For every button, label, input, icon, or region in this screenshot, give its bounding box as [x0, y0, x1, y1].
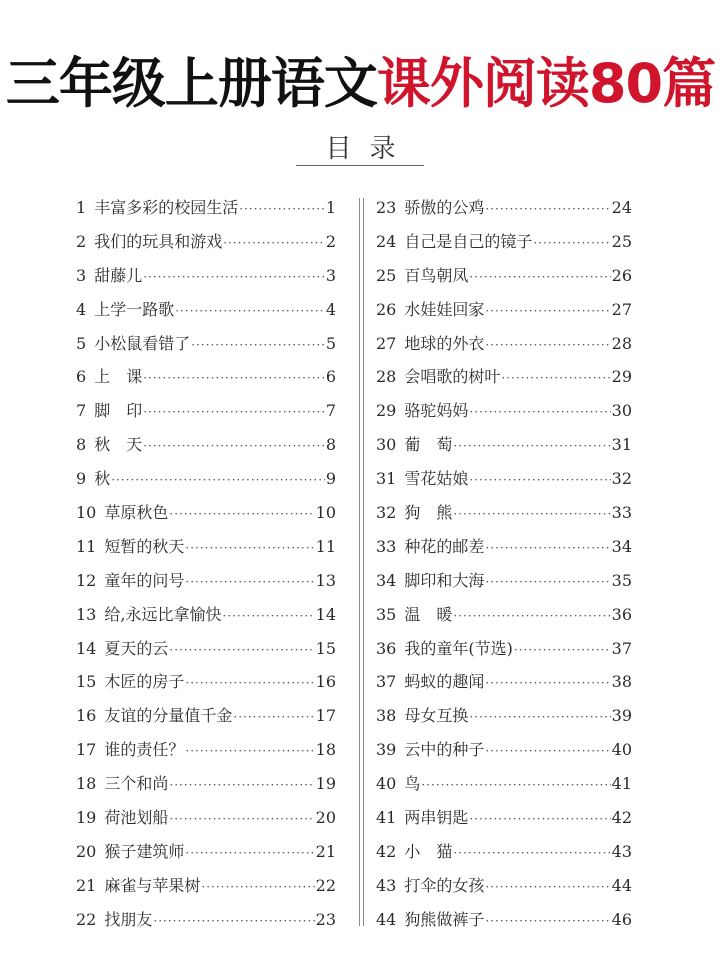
- toc-entry-title: 木匠的房子: [104, 672, 185, 692]
- toc-entry-number: 29: [376, 401, 397, 421]
- toc-entry-title: 我们的玩具和游戏: [94, 231, 223, 251]
- toc-entry-number: 41: [376, 808, 397, 828]
- toc-entry-page: 17: [315, 706, 336, 726]
- toc-entry-number: 30: [376, 435, 397, 455]
- toc-entry-page: 28: [611, 333, 632, 353]
- toc-entry-page: 26: [611, 265, 632, 285]
- toc-entry-title: 云中的种子: [404, 740, 485, 760]
- toc-entry: [76, 869, 336, 903]
- toc-entry-title: 打伞的女孩: [404, 875, 485, 895]
- toc-leader-dots: [143, 362, 325, 396]
- toc-entry-number: 44: [376, 909, 397, 929]
- toc-entry-number: 11: [76, 536, 97, 556]
- toc-entry-title: 百鸟朝凤: [404, 265, 469, 285]
- toc-entry-number: 18: [76, 774, 97, 794]
- toc-entry-title: 麻雀与苹果树: [104, 875, 201, 895]
- toc-entry: [376, 767, 632, 801]
- toc-entry: [376, 394, 632, 428]
- toc-entry-title: 夏天的云: [104, 638, 169, 658]
- toc-entry-title: 小 猫: [404, 841, 453, 861]
- toc-entry-number: 2: [76, 231, 87, 251]
- toc-entry: [76, 293, 336, 327]
- toc-leader-dots: [453, 430, 610, 464]
- column-divider: [359, 198, 364, 926]
- toc-entry: [76, 665, 336, 699]
- toc-leader-dots: [469, 396, 610, 430]
- toc-entry-title: 脚 印: [94, 401, 143, 421]
- toc-leader-dots: [485, 871, 610, 905]
- toc-entry-page: 11: [315, 536, 336, 556]
- toc-entry-title: 猴子建筑师: [104, 841, 185, 861]
- toc-leader-dots: [453, 600, 610, 634]
- toc-entry-title: 水娃娃回家: [404, 299, 485, 319]
- toc-entry: [376, 225, 632, 259]
- toc-entry: [376, 869, 632, 903]
- toc-entry: [76, 225, 336, 259]
- document-title-red: 课外阅读80篇: [376, 52, 716, 115]
- toc-entry-number: 10: [76, 503, 97, 523]
- toc-entry-title: 给,永远比拿愉快: [104, 604, 222, 624]
- toc-heading: 目录: [325, 134, 414, 164]
- toc-column-right: [376, 191, 632, 937]
- toc-entry-title: 秋 天: [94, 435, 143, 455]
- toc-entry-number: 13: [76, 604, 97, 624]
- toc-entry-page: 30: [611, 401, 632, 421]
- toc-entry-number: 12: [76, 570, 97, 590]
- toc-entry-page: 32: [611, 469, 632, 489]
- toc-entry-title: 葡 萄: [404, 435, 453, 455]
- toc-entry-page: 3: [325, 265, 336, 285]
- toc-entry-number: 9: [76, 469, 87, 489]
- toc-leader-dots: [169, 634, 314, 668]
- toc-leader-dots: [223, 227, 325, 261]
- toc-entry-number: 31: [376, 469, 397, 489]
- toc-entry-page: 22: [315, 875, 336, 895]
- toc-entry: [376, 293, 632, 327]
- toc-entry-page: 25: [611, 231, 632, 251]
- toc-entry: [76, 564, 336, 598]
- toc-leader-dots: [485, 735, 610, 769]
- toc-entry-page: 41: [611, 774, 632, 794]
- toc-entry-page: 21: [315, 841, 336, 861]
- toc-leader-dots: [485, 329, 610, 363]
- toc-entry: [376, 699, 632, 733]
- toc-entry: [76, 598, 336, 632]
- toc-entry-page: 29: [611, 367, 632, 387]
- toc-entry-title: 骆驼妈妈: [404, 401, 469, 421]
- toc-leader-dots: [111, 464, 325, 498]
- toc-leader-dots: [153, 905, 314, 939]
- toc-entry-number: 1: [76, 198, 87, 217]
- toc-entry: [376, 191, 632, 225]
- toc-leader-dots: [485, 193, 610, 227]
- toc-entry-title: 草原秋色: [104, 503, 169, 523]
- toc-entry-number: 6: [76, 367, 87, 387]
- toc-entry-title: 狗 熊: [404, 503, 453, 523]
- toc-entry-title: 自己是自己的镜子: [404, 231, 533, 251]
- toc-entry-title: 丰富多彩的校园生活: [94, 198, 239, 217]
- toc-entry-page: 23: [315, 909, 336, 929]
- toc-entry-page: 38: [611, 672, 632, 692]
- toc-entry: [76, 259, 336, 293]
- toc-column-left: [76, 191, 336, 937]
- toc-entry-number: 14: [76, 638, 97, 658]
- toc-entry-page: 7: [325, 401, 336, 421]
- toc-entry-number: 21: [76, 875, 97, 895]
- toc-entry-title: 种花的邮差: [404, 536, 485, 556]
- toc-leader-dots: [201, 871, 314, 905]
- toc-entry-title: 找朋友: [104, 909, 153, 929]
- toc-entry-page: 33: [611, 503, 632, 523]
- toc-entry: [76, 801, 336, 835]
- toc-entry-page: 27: [611, 299, 632, 319]
- toc-entry-page: 39: [611, 706, 632, 726]
- toc-entry-title: 会唱歌的树叶: [404, 367, 501, 387]
- toc-leader-dots: [485, 667, 610, 701]
- toc-leader-dots: [169, 803, 314, 837]
- toc-entry: [376, 835, 632, 869]
- toc-entry-page: 43: [611, 841, 632, 861]
- toc-entry-number: 32: [376, 503, 397, 523]
- toc-entry-page: 5: [325, 333, 336, 353]
- toc-entry-number: 23: [376, 198, 397, 217]
- toc-entry-number: 15: [76, 672, 97, 692]
- toc-entry-title: 秋: [94, 469, 111, 489]
- toc-leader-dots: [469, 464, 610, 498]
- toc-entry: [376, 530, 632, 564]
- toc-entry: [76, 835, 336, 869]
- toc-entry-number: 43: [376, 875, 397, 895]
- toc-leader-dots: [485, 295, 610, 329]
- toc-entry-title: 脚印和大海: [404, 570, 485, 590]
- toc-entry-title: 三个和尚: [104, 774, 169, 794]
- toc-entry-page: 36: [611, 604, 632, 624]
- toc-leader-dots: [143, 396, 325, 430]
- toc-leader-dots: [222, 600, 314, 634]
- toc-leader-dots: [175, 295, 325, 329]
- toc-entry-page: 15: [315, 638, 336, 658]
- toc-leader-dots: [169, 769, 314, 803]
- toc-leader-dots: [469, 701, 610, 735]
- toc-entry-number: 22: [76, 909, 97, 929]
- toc-entry-title: 地球的外衣: [404, 333, 485, 353]
- toc-entry-title: 狗熊做裤子: [404, 909, 485, 929]
- toc-entry-page: 16: [315, 672, 336, 692]
- toc-leader-dots: [501, 362, 610, 396]
- toc-entry-page: 37: [611, 638, 632, 658]
- toc-leader-dots: [469, 261, 610, 295]
- toc-entry-number: 24: [376, 231, 397, 251]
- toc-entry-number: 7: [76, 401, 87, 421]
- toc-entry-page: 4: [325, 299, 336, 319]
- toc-leader-dots: [185, 735, 314, 769]
- toc-entry-number: 20: [76, 841, 97, 861]
- toc-entry-title: 雪花姑娘: [404, 469, 469, 489]
- toc-entry-page: 9: [325, 469, 336, 489]
- toc-entry-number: 37: [376, 672, 397, 692]
- toc-entry: [376, 632, 632, 666]
- toc-leader-dots: [169, 498, 314, 532]
- toc-entry: [376, 462, 632, 496]
- toc-entry: [76, 327, 336, 361]
- toc-leader-dots: [185, 667, 314, 701]
- toc-entry: [376, 360, 632, 394]
- toc-entry-page: 34: [611, 536, 632, 556]
- toc-entry-title: 上 课: [94, 367, 143, 387]
- toc-entry-page: 18: [315, 740, 336, 760]
- toc-leader-dots: [233, 701, 314, 735]
- toc-entry-number: 39: [376, 740, 397, 760]
- toc-entry-page: 42: [611, 808, 632, 828]
- toc-entry-number: 42: [376, 841, 397, 861]
- toc-entry-title: 鸟: [404, 774, 421, 794]
- toc-leader-dots: [185, 837, 314, 871]
- toc-entry-title: 温 暖: [404, 604, 453, 624]
- document-title-black: 三年级上册语文: [5, 52, 377, 115]
- toc-entry-title: 母女互换: [404, 706, 469, 726]
- toc-entry-title: 小松鼠看错了: [94, 333, 191, 353]
- toc-entry-page: 24: [611, 198, 632, 217]
- toc-entry-number: 16: [76, 706, 97, 726]
- toc-entry-page: 8: [325, 435, 336, 455]
- toc-entry-page: 14: [315, 604, 336, 624]
- toc-leader-dots: [143, 261, 325, 295]
- toc-entry-number: 40: [376, 774, 397, 794]
- toc-entry: [76, 428, 336, 462]
- toc-entry: [76, 462, 336, 496]
- toc-entry: [376, 428, 632, 462]
- toc-entry: [376, 801, 632, 835]
- toc-entry-number: 36: [376, 638, 397, 658]
- toc-entry-number: 28: [376, 367, 397, 387]
- toc-entry: [376, 496, 632, 530]
- toc-entry-page: 35: [611, 570, 632, 590]
- toc-entry-number: 33: [376, 536, 397, 556]
- toc-leader-dots: [143, 430, 325, 464]
- toc-entry-title: 谁的责任？: [104, 740, 185, 760]
- toc-leader-dots: [421, 769, 610, 803]
- toc-leader-dots: [533, 227, 610, 261]
- toc-entry-page: 40: [611, 740, 632, 760]
- toc-entry-title: 两串钥匙: [404, 808, 469, 828]
- toc-entry-title: 上学一路歌: [94, 299, 175, 319]
- toc-leader-dots: [469, 803, 610, 837]
- toc-entry: [376, 564, 632, 598]
- toc-entry-title: 骄傲的公鸡: [404, 198, 485, 217]
- toc-entry-page: 13: [315, 570, 336, 590]
- toc-entry-page: 44: [611, 875, 632, 895]
- toc-entry-page: 19: [315, 774, 336, 794]
- toc-entry-number: 4: [76, 299, 87, 319]
- toc-entry-page: 2: [325, 231, 336, 251]
- toc-entry: [76, 496, 336, 530]
- toc-entry-page: 10: [315, 503, 336, 523]
- toc-entry-page: 31: [611, 435, 632, 455]
- toc-entry: [376, 665, 632, 699]
- toc-leader-dots: [485, 566, 610, 600]
- toc-entry: [76, 699, 336, 733]
- toc-entry-title: 甜藤儿: [94, 265, 143, 285]
- toc-entry-number: 8: [76, 435, 87, 455]
- toc-entry-title: 荷池划船: [104, 808, 169, 828]
- toc-entry-number: 17: [76, 740, 97, 760]
- toc-heading-underline: [296, 165, 424, 166]
- toc-leader-dots: [185, 532, 314, 566]
- toc-entry-number: 3: [76, 265, 87, 285]
- toc-entry-number: 35: [376, 604, 397, 624]
- toc-leader-dots: [453, 498, 610, 532]
- toc-entry: [76, 191, 336, 225]
- toc-entry: [76, 903, 336, 937]
- toc-entry: [376, 733, 632, 767]
- toc-entry: [76, 733, 336, 767]
- toc-entry: [76, 360, 336, 394]
- toc-entry-page: 6: [325, 367, 336, 387]
- toc-entry-title: 短暂的秋天: [104, 536, 185, 556]
- toc-entry: [376, 259, 632, 293]
- toc-entry-title: 我的童年(节选): [404, 638, 513, 658]
- toc-entry-number: 34: [376, 570, 397, 590]
- toc-entry: [376, 903, 632, 937]
- toc-leader-dots: [453, 837, 610, 871]
- toc-entry: [376, 327, 632, 361]
- toc-entry: [76, 394, 336, 428]
- toc-entry: [76, 632, 336, 666]
- toc-entry-number: 27: [376, 333, 397, 353]
- toc-leader-dots: [239, 193, 325, 227]
- toc-leader-dots: [514, 634, 611, 668]
- toc-leader-dots: [485, 532, 610, 566]
- toc-entry-number: 25: [376, 265, 397, 285]
- toc-entry: [376, 598, 632, 632]
- toc-entry-page: 1: [325, 198, 336, 217]
- toc-entry-number: 5: [76, 333, 87, 353]
- toc-leader-dots: [485, 905, 610, 939]
- toc-leader-dots: [185, 566, 314, 600]
- toc-entry-title: 童年的问号: [104, 570, 185, 590]
- toc-leader-dots: [191, 329, 325, 363]
- toc-entry: [76, 767, 336, 801]
- toc-entry-page: 46: [611, 909, 632, 929]
- toc-entry-title: 蚂蚁的趣闻: [404, 672, 485, 692]
- toc-entry: [76, 530, 336, 564]
- toc-entry-title: 友谊的分量值千金: [104, 706, 233, 726]
- document-title: [0, 52, 721, 116]
- toc-entry-number: 38: [376, 706, 397, 726]
- toc-entry-number: 19: [76, 808, 97, 828]
- toc-entry-number: 26: [376, 299, 397, 319]
- toc-entry-page: 20: [315, 808, 336, 828]
